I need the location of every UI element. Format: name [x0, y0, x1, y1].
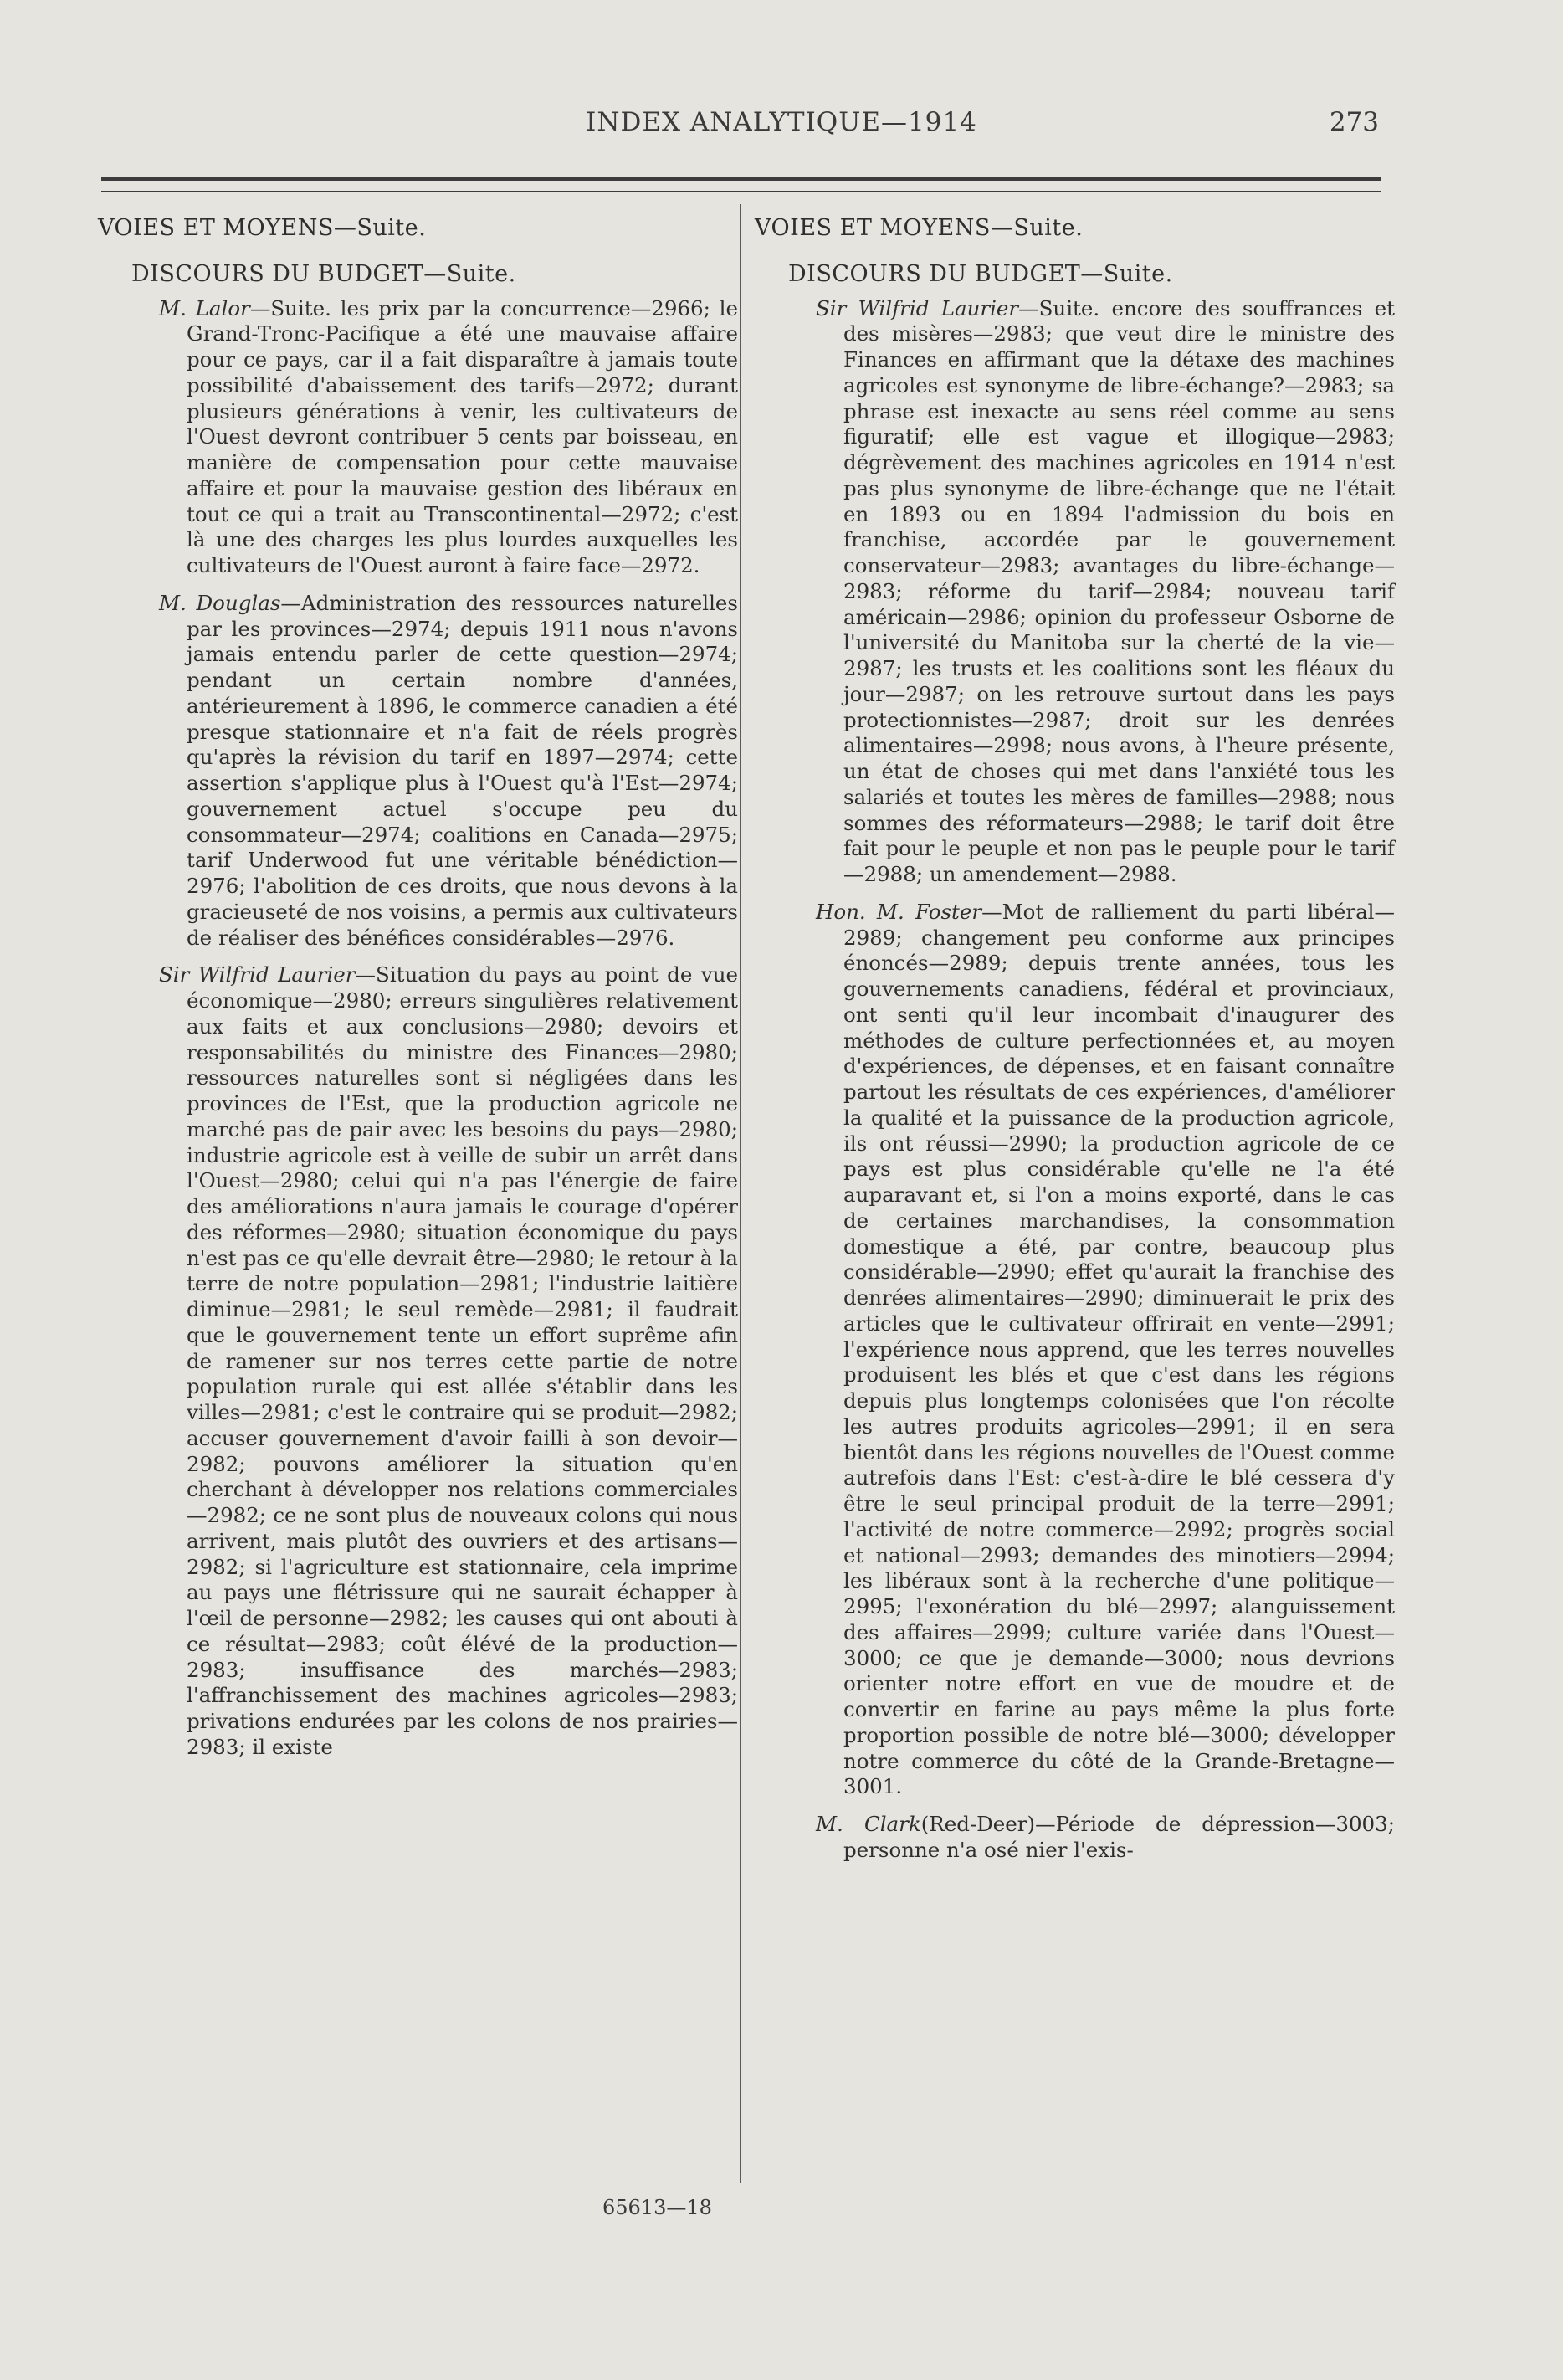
index-entry [755, 900, 1395, 1800]
left-column [98, 216, 738, 1772]
speaker-name: Hon. M. Foster [816, 899, 982, 924]
entry-text: —Situation du pays au point de vue économique—2980; erreurs singulières relativement aux faits et aux conclusions—2980; devoirs et responsabilités du ministre des Finances—2980; ressources naturelles sont si négligées dans les provinces de l'Est, que la production agricole ne marché pas de pair avec les besoins du pays—2980; industrie agricole est à veille de subir un arrêt dans l'Ouest—2980; celui qui n'a pas l'énergie de faire des améliorations n'aura jamais le courage d'opérer des réformes—2980; situation économique du pays n'est pas ce qu'elle devrait être—2980; le retour à la terre de notre population—2981; l'industrie laitière diminue—2981; le seul remède—2981; il faudrait que le gouvernement tente un effort suprême afin de ramener sur nos terres cette partie de notre population rurale qui est allée s'établir dans les villes—2981; c'est le contraire qui se produit—2982; accuser gouvernement d'avoir failli à son devoir—2982; pouvons améliorer la situation qu'en cherchant à développer nos relations commerciales—2982; ce ne sont plus de nouveaux colons qui nous arrivent, mais plutôt des ouvriers et des artisans—2982; si l'agriculture est stationnaire, cela imprime au pays une flétrissure qui ne saurait échapper à l'œil de personne—2982; les causes qui ont abouti à ce résultat—2983; coût élévé de la production—2983; insuffisance des marchés—2983; l'affranchissement des machines agricoles—2983; privations endurées par les colons de nos prairies—2983; il existe [187, 962, 738, 1759]
entry-text: (Red-Deer)—Période de dépression—3003; personne n'a osé nier l'exis- [843, 1812, 1395, 1862]
entry-text: —Suite. les prix par la concurrence—2966; le Grand-Tronc-Pacifique a été une mauvaise affaire pour ce pays, car il a fait disparaître à jamais toute possibilité d'abaissement des tarifs—2972; durant plusieurs générations à venir, les cultivateurs de l'Ouest devront contribuer 5 cents par boisseau, en manière de compensation pour cette mauvaise affaire et pour la mauvaise gestion des libéraux en tout ce qui a trait au Transcontinental—2972; c'est là une des charges les plus lourdes auxquelles les cultivateurs de l'Ouest auront à faire face—2972. [187, 295, 738, 577]
section-subheading: DISCOURS DU BUDGET—Suite. [788, 260, 1173, 287]
speaker-name: M. Clark [816, 1812, 921, 1836]
entry-text: —Administration des ressources naturelles par les provinces—2974; depuis 1911 nous n'avons jamais entendu parler de cette question—2974; pendant un certain nombre d'années, antérieurement à 1896, le commerce canadien a été presque stationnaire et n'a fait de réels progrès qu'après la révision du tarif en 1897—2974; cette assertion s'applique plus à l'Ouest qu'à l'Est—2974; gouvernement actuel s'occupe peu du consommateur—2974; coalitions en Canada—2975; tarif Underwood fut une véritable bénédiction—2976; l'abolition de ces droits, que nous devons à la gracieuseté de nos voisins, a permis aux cultivateurs de réaliser des bénéfices considérables—2976. [187, 590, 738, 950]
speaker-name: M. Douglas [159, 590, 281, 615]
section-heading: VOIES ET MOYENS—Suite. [98, 215, 427, 241]
entry-text: —Mot de ralliement du parti libéral—2989; changement peu conforme aux principes énoncés—2989; depuis trente années, tous les gouvernements canadiens, fédéral et provinciaux, ont senti qu'il leur incombait d'inaugurer des méthodes de culture perfectionnées et, au moyen d'expériences, de dépenses, et en faisant connaître partout les résultats de ces expériences, d'améliorer la qualité et la puissance de la production agricole, ils ont réussi—2990; la production agricole de ce pays est plus considérable qu'elle ne l'a été auparavant et, si l'on a moins exporté, dans le cas de certaines marchandises, la consommation domestique a été, par contre, beaucoup plus considérable—2990; effet qu'aurait la franchise des denrées alimentaires—2990; diminuerait le prix des articles que le cultivateur offrirait en vente—2991; l'expérience nous apprend, que les terres nouvelles produisent les blés et que c'est dans les régions depuis plus longtemps colonisées que l'on récolte les autres produits agricoles—2991; il en sera bientôt dans les régions nouvelles de l'Ouest comme autrefois dans l'Est: c'est-à-dire le blé cessera d'y être le seul principal produit de la terre—2991; l'activité de notre commerce—2992; progrès social et national—2993; demandes des minotiers—2994; les libéraux sont à la recherche d'une politique—2995; l'exonération du blé—2997; alanguissement des affaires—2999; culture variée dans l'Ouest—3000; ce que je demande—3000; nous devrions orienter notre effort en vue de moudre et de convertir en farine au pays même la plus forte proportion possible de notre blé—3000; développer notre commerce du côté de la Grande-Bretagne—3001. [843, 899, 1396, 1799]
column-divider [740, 204, 741, 2183]
index-entry [755, 1812, 1395, 1864]
page-number: 273 [1329, 107, 1379, 137]
header-rule-thin [101, 191, 1381, 192]
index-entry [98, 591, 738, 951]
running-title: INDEX ANALYTIQUE—1914 [586, 107, 977, 137]
index-entry [98, 296, 738, 579]
header-rule-thick [101, 177, 1381, 181]
index-entry [98, 962, 738, 1760]
section-subheading: DISCOURS DU BUDGET—Suite. [131, 260, 516, 287]
entry-text: —Suite. encore des souffrances et des misères—2983; que veut dire le ministre des Finances en affirmant que la détaxe des machines agricoles est synonyme de libre-échange?—2983; sa phrase est inexacte au sens réel comme au sens figuratif; elle est vague et illogique—2983; dégrèvement des machines agricoles en 1914 n'est pas plus synonyme de libre-échange que ne l'était en 1893 ou en 1894 l'admission du bois en franchise, accordée par le gouvernement conservateur—2983; avantages du libre-échange—2983; réforme du tarif—2984; nouveau tarif américain—2986; opinion du professeur Osborne de l'université du Manitoba sur la cherté de la vie—2987; les trusts et les coalitions sont les fléaux du jour—2987; on les retrouve surtout dans les pays protectionnistes—2987; droit sur les denrées alimentaires—2998; nous avons, à l'heure présente, un état de choses qui met dans l'anxiété tous les salariés et toutes les mères de familles—2988; nous sommes des réformateurs—2988; le tarif doit être fait pour le peuple et non pas le peuple pour le tarif—2988; un amendement—2988. [843, 295, 1395, 886]
speaker-name: Sir Wilfrid Laurier [816, 295, 1019, 321]
section-heading: VOIES ET MOYENS—Suite. [755, 215, 1084, 241]
right-column [755, 216, 1395, 1875]
printer-signature: 65613—18 [602, 2196, 712, 2219]
speaker-name: Sir Wilfrid Laurier [159, 962, 356, 987]
index-entry [755, 296, 1395, 888]
speaker-name: M. Lalor [159, 295, 250, 321]
